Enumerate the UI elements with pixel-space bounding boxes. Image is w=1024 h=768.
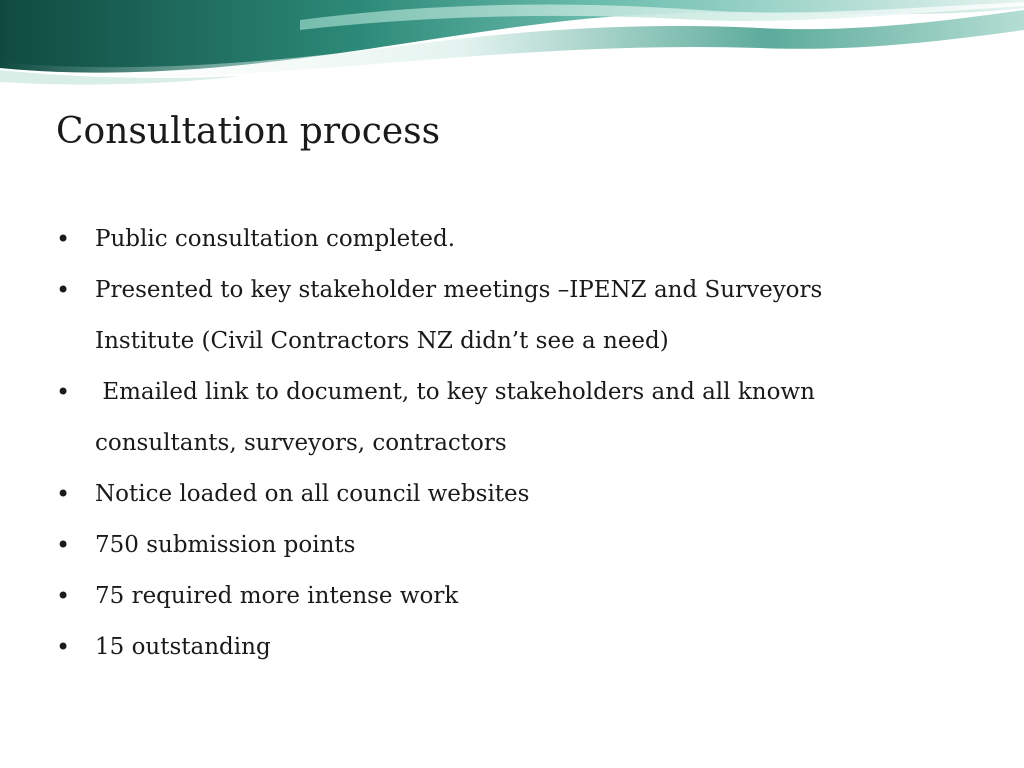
bullet-item xyxy=(56,367,916,469)
bullet-dot-icon: • xyxy=(56,225,71,253)
bullet-text: 75 required more intense work xyxy=(95,583,459,609)
bullet-item xyxy=(56,265,916,367)
bullet-text: Notice loaded on all council websites xyxy=(95,481,530,507)
wave-banner-graphic xyxy=(0,0,1024,90)
bullet-dot-icon: • xyxy=(56,633,71,661)
slide-title: Consultation process xyxy=(56,111,441,152)
bullet-text: 15 outstanding xyxy=(95,634,271,660)
bullet-list xyxy=(56,214,916,673)
bullet-dot-icon: • xyxy=(56,378,71,406)
bullet-item xyxy=(56,469,916,520)
bullet-dot-icon: • xyxy=(56,276,71,304)
bullet-dot-icon: • xyxy=(56,582,71,610)
bullet-item xyxy=(56,622,916,673)
bullet-text: Public consultation completed. xyxy=(95,226,456,252)
bullet-text: Emailed link to document, to key stakeholders and all known consultants, surveyors, contractors xyxy=(95,379,823,456)
bullet-item xyxy=(56,214,916,265)
bullet-text: Presented to key stakeholder meetings –IPENZ and Surveyors Institute (Civil Contractors NZ didn’t see a need) xyxy=(95,277,823,354)
bullet-item xyxy=(56,520,916,571)
bullet-dot-icon: • xyxy=(56,531,71,559)
bullet-dot-icon: • xyxy=(56,480,71,508)
bullet-text: 750 submission points xyxy=(95,532,356,558)
bullet-item xyxy=(56,571,916,622)
